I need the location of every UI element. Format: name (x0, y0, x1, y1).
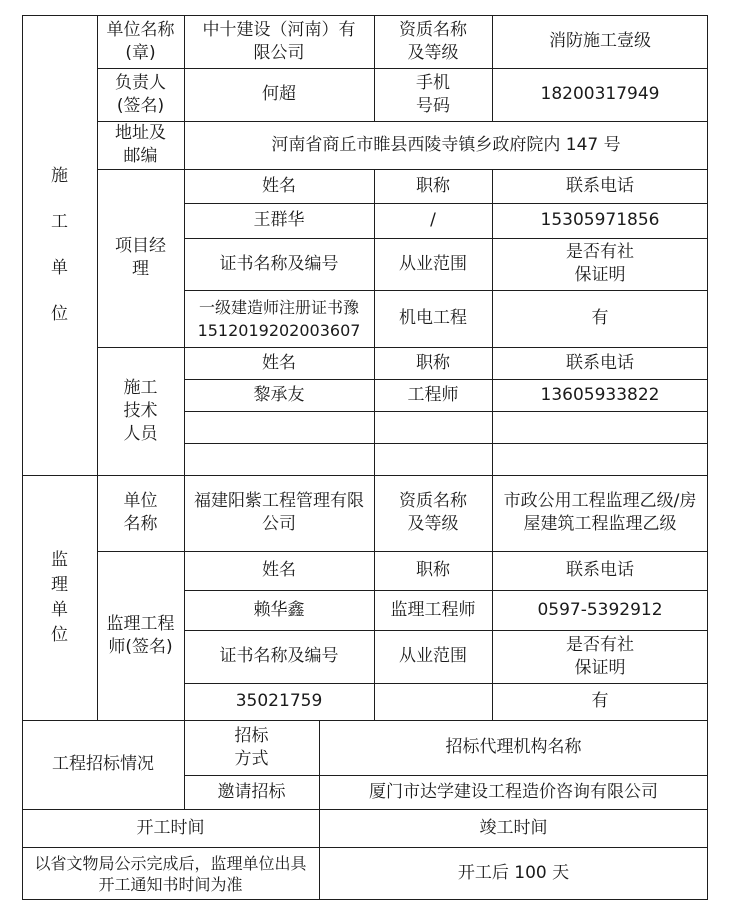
phone-value: 18200317949 (540, 84, 660, 104)
tech-name-value: 黎承友 (253, 384, 305, 405)
pm-header-title: 职称 (416, 175, 450, 196)
tech-header-title: 职称 (416, 352, 450, 373)
end-time-value: 开工后 100 天 (457, 863, 570, 883)
project-manager-label: 项目经理 (115, 236, 166, 279)
pm-phone-value: 15305971856 (540, 210, 660, 230)
supervision-company-label: 单位名称 (123, 491, 158, 534)
supervision-header-phone: 联系电话 (566, 560, 634, 580)
pm-name-value: 王群华 (253, 210, 305, 230)
supervision-social-value: 有 (591, 691, 609, 711)
construction-section-label: 施 工 单 位 (51, 166, 68, 324)
pm-header-social: 是否有社保证明 (566, 242, 634, 285)
tech-header-phone: 联系电话 (566, 352, 634, 373)
company-name-value: 中十建设（河南）有限公司 (202, 19, 356, 63)
pm-header-phone: 联系电话 (566, 175, 634, 196)
supervision-name-value: 赖华鑫 (253, 599, 305, 620)
bidding-agency-label: 招标代理机构名称 (445, 737, 582, 757)
bidding-method-value: 邀请招标 (217, 781, 286, 802)
supervision-header-social: 是否有社保证明 (566, 634, 634, 678)
company-name-label: 单位名称(章) (106, 19, 175, 63)
supervision-header-cert: 证书名称及编号 (219, 646, 339, 666)
phone-label: 手机号码 (416, 72, 450, 116)
supervision-qualification-value: 市政公用工程监理乙级/房屋建筑工程监理乙级 (503, 491, 697, 534)
tech-staff-label: 施工技术人员 (123, 377, 158, 444)
supervision-company-value: 福建阳紫工程管理有限公司 (194, 491, 364, 534)
tech-title-value: 工程师 (407, 384, 459, 405)
supervision-header-scope: 从业范围 (399, 646, 467, 666)
supervision-header-title: 职称 (416, 560, 450, 580)
supervision-cert-value: 35021759 (235, 691, 323, 711)
supervision-title-value: 监理工程师 (390, 599, 476, 620)
qualification-label: 资质名称及等级 (399, 19, 467, 63)
row-divider (184, 411, 708, 412)
end-time-label: 竣工时间 (479, 817, 548, 838)
qualification-value: 消防施工壹级 (549, 31, 651, 51)
address-value: 河南省商丘市睢县西陵寺镇乡政府院内 147 号 (271, 134, 621, 155)
row-divider (184, 443, 708, 444)
pm-header-scope: 从业范围 (399, 253, 467, 274)
responsible-label: 负责人(签名) (115, 72, 166, 116)
pm-title-value: / (430, 210, 436, 230)
address-label: 地址及邮编 (115, 123, 166, 166)
pm-scope-value: 机电工程 (399, 308, 467, 328)
bidding-agency-value: 厦门市达学建设工程造价咨询有限公司 (369, 781, 658, 802)
pm-header-name: 姓名 (262, 175, 296, 196)
supervision-section-label: 监 理 单 位 (51, 549, 68, 645)
supervision-qualification-label: 资质名称及等级 (399, 491, 467, 534)
bidding-label: 工程招标情况 (52, 754, 154, 774)
supervision-scope-value (374, 683, 492, 720)
pm-cert-value: 一级建造师注册证书豫 1512019202003607 (197, 297, 361, 340)
pm-header-cert: 证书名称及编号 (219, 253, 339, 274)
start-time-value: 以省文物局公示完成后，监理单位出具开工通知书时间为准 (34, 853, 307, 894)
pm-social-value: 有 (591, 308, 609, 328)
responsible-value: 何超 (262, 84, 296, 104)
start-time-label: 开工时间 (136, 817, 205, 838)
supervising-engineer-label: 监理工程师(签名) (106, 613, 175, 657)
bidding-method-label: 招标方式 (234, 725, 269, 769)
supervision-phone-value: 0597-5392912 (537, 599, 663, 620)
supervision-header-name: 姓名 (262, 560, 296, 580)
tech-header-name: 姓名 (262, 352, 296, 373)
tech-phone-value: 13605933822 (540, 384, 660, 405)
